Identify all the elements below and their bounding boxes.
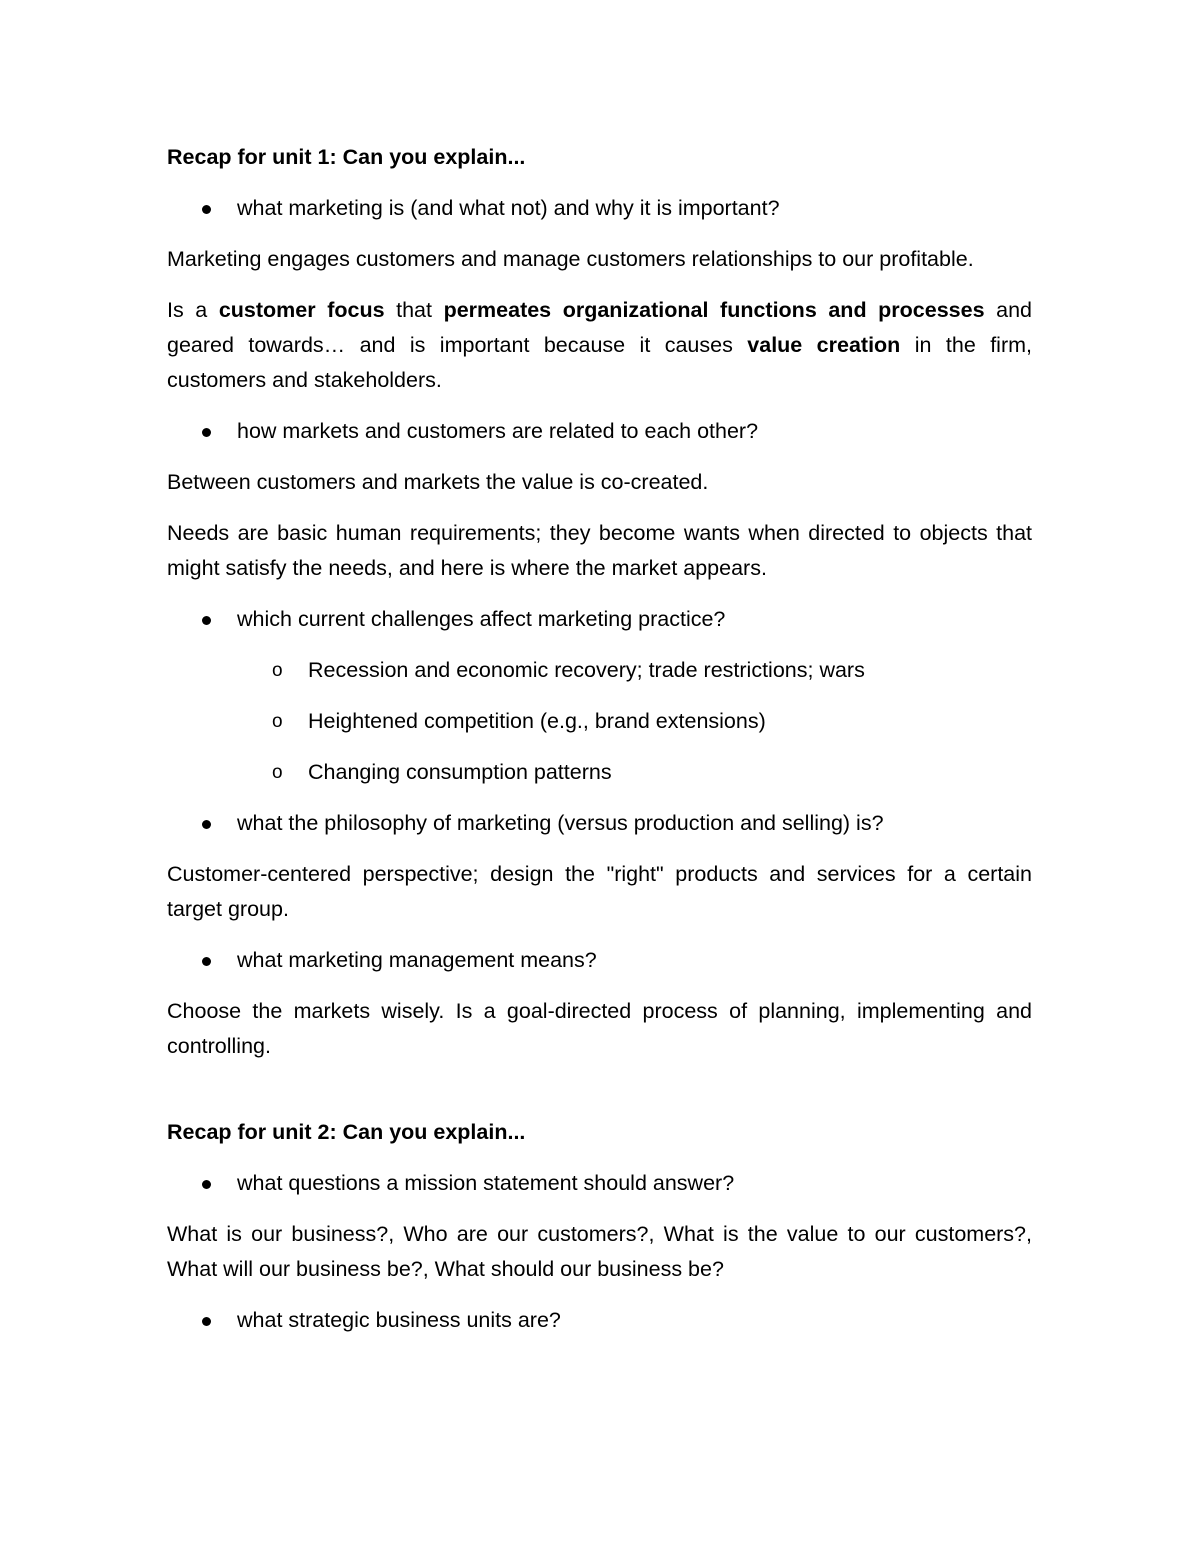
bullet-icon [202,820,211,829]
unit1-question-3 [167,602,1032,637]
question-text: what marketing management means? [237,948,597,972]
answer-bold-text: permeates organizational functions and processes [443,298,985,322]
unit1-heading: Recap for unit 1: Can you explain... [167,145,526,169]
sub-bullet-icon: o [272,711,283,732]
unit1-question-1 [167,191,1032,226]
unit2-heading: Recap for unit 2: Can you explain... [167,1120,526,1144]
sub-bullet-icon: o [272,660,283,681]
sub-bullet-icon: o [272,762,283,783]
unit1-answer-2 [167,293,1032,398]
unit1-answer-1: Marketing engages customers and manage customers relationships to our profitable. [167,247,974,271]
unit1-question-2 [167,414,1032,449]
bullet-icon [202,205,211,214]
question-text: what strategic business units are? [237,1308,561,1332]
question-text: what questions a mission statement should answer? [237,1171,735,1195]
unit2-question-1 [167,1166,1032,1201]
challenge-text: Heightened competition (e.g., brand extensions) [308,709,766,733]
unit2-question-2 [167,1303,1032,1338]
challenge-item [167,755,1032,790]
unit1-answer-5: Customer-centered perspective; design the "right" products and services for a certain target group. [167,862,1032,921]
answer-text: Is a [167,298,219,322]
question-text: which current challenges affect marketing practice? [237,607,726,631]
unit2-answer-1: What is our business?, Who are our customers?, What is the value to our customers?, What will our business be?, What should our business be? [167,1222,1032,1281]
question-text: what the philosophy of marketing (versus production and selling) is? [237,811,884,835]
unit1-answer-6: Choose the markets wisely. Is a goal-directed process of planning, implementing and controlling. [167,999,1032,1058]
answer-bold-text: value creation [747,333,901,357]
answer-text: and geared towards… and is important because it causes [167,298,1032,357]
challenge-item [167,653,1032,688]
unit1-answer-3: Between customers and markets the value is co-created. [167,470,709,494]
section-spacer [167,1080,1032,1115]
question-text: what marketing is (and what not) and why it is important? [237,196,780,220]
bullet-icon [202,1180,211,1189]
document-page [167,140,1032,1354]
answer-text: that [384,298,444,322]
bullet-icon [202,1317,211,1326]
question-text: how markets and customers are related to each other? [237,419,759,443]
unit1-question-4 [167,806,1032,841]
bullet-icon [202,957,211,966]
answer-text: in the firm, customers and stakeholders. [167,333,1033,392]
challenge-text: Changing consumption patterns [308,760,612,784]
challenge-text: Recession and economic recovery; trade restrictions; wars [308,658,865,682]
unit1-question-5 [167,943,1032,978]
bullet-icon [202,428,211,437]
answer-bold-text: customer focus [218,298,385,322]
bullet-icon [202,616,211,625]
unit1-answer-4: Needs are basic human requirements; they become wants when directed to objects that might satisfy the needs, and here is where the market appears. [167,521,1032,580]
challenge-item [167,704,1032,739]
